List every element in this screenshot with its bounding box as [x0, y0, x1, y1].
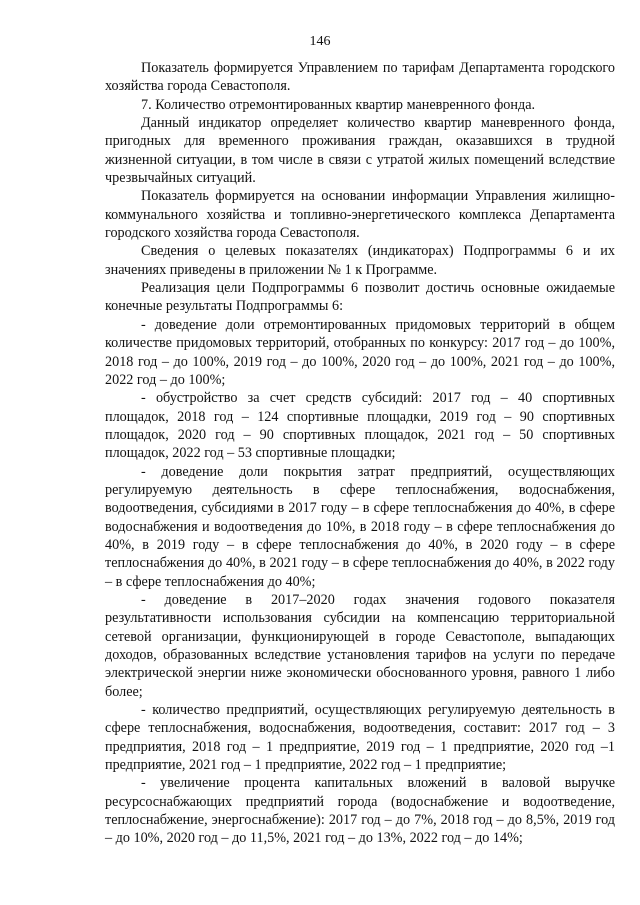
paragraph: Показатель формируется на основании информации Управления жилищно-коммунального хозяйства и топливно-энергетического комплекса Департамента городского хозяйства города Севастополя.: [105, 188, 615, 242]
list-item: - увеличение процента капитальных вложений в валовой выручке ресурсоснабжающих предприятий города (водоснабжение и водоотведение, теплоснабжение, энергоснабжение): 2017 год – до 7%, 2018 год – до 8,5%, 2019 год – до 10%, 2020 год – до 11,5%, 2021 год – до 13%, 2022 год – до 14%;: [105, 775, 615, 847]
list-item: - обустройство за счет средств субсидий: 2017 год – 40 спортивных площадок, 2018 год – 124 спортивные площадки, 2019 год – 90 спортивных площадок, 2020 год – 90 спортивных площадок, 2021 год – 50 спортивных площадок, 2022 год – 53 спортивные площадки;: [105, 390, 615, 462]
list-item: - доведение в 2017–2020 годах значения годового показателя результативности использования субсидии на компенсацию территориальной сетевой организации, функционирующей в городе Севастополе, выпадающих доходов, образованных вследствие установления тарифов на услуги по передаче электрической энергии ниже экономически обоснованного уровня, равного 1 либо более;: [105, 591, 615, 700]
list-item: - доведение доли отремонтированных придомовых территорий в общем количестве придомовых территорий, отобранных по конкурсу: 2017 год – до 100%, 2018 год – до 100%, 2019 год – до 100%, 2020 год – до 100%, 2021 год – до 100%, 2022 год – до 100%;: [105, 316, 615, 388]
list-item: - количество предприятий, осуществляющих регулируемую деятельность в сфере теплоснабжения, водоснабжения, водоотведения, составит: 2017 год – 3 предприятия, 2018 год – 1 предприятие, 2019 год – 1 предприятие, 2020 год –1 предприятие, 2021 год – 1 предприятие, 2022 год – 1 предприятие;: [105, 702, 615, 774]
paragraph: Реализация цели Подпрограммы 6 позволит достичь основные ожидаемые конечные результаты Подпрограммы 6:: [105, 280, 615, 315]
paragraph: 7. Количество отремонтированных квартир маневренного фонда.: [141, 96, 536, 113]
list-item: - доведение доли покрытия затрат предприятий, осуществляющих регулируемую деятельность в сфере теплоснабжения, водоснабжения, водоотведения, субсидиями в 2017 году – в сфере теплоснабжения до 40%, в сфере водоснабжения и водоотведения до 10%, в 2018 году – в сфере теплоснабжения до 40%, в 2019 году – в сфере теплоснабжения до 40%, в 2020 году – в сфере теплоснабжения до 40%, в 2021 году – в сфере теплоснабжения до 40%, в 2022 году – в сфере теплоснабжения до 40%;: [105, 463, 615, 590]
paragraph: Сведения о целевых показателях (индикаторах) Подпрограммы 6 и их значениях приведены в приложении № 1 к Программе.: [105, 243, 615, 278]
page-number: 146: [309, 34, 331, 49]
document-body: [105, 59, 615, 848]
paragraph: Данный индикатор определяет количество квартир маневренного фонда, пригодных для временного проживания граждан, оказавшихся в трудной жизненной ситуации, в том числе в связи с утратой жилых помещений вследствие чрезвычайных ситуаций.: [105, 115, 615, 187]
paragraph: Показатель формируется Управлением по тарифам Департамента городского хозяйства города Севастополя.: [105, 60, 615, 95]
